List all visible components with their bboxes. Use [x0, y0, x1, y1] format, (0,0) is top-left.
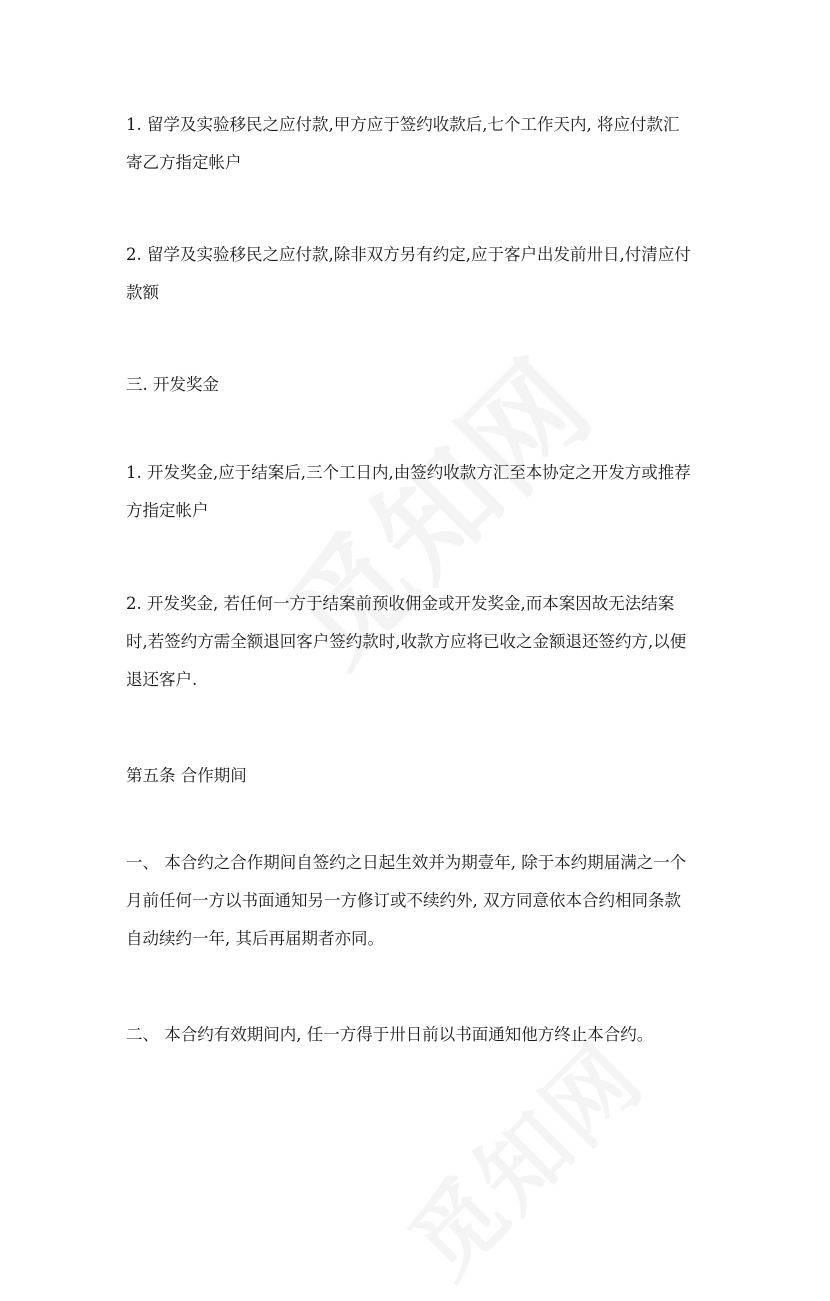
paragraph-payment-deadline: [126, 106, 716, 182]
paragraph-line: 退还客户.: [126, 670, 198, 689]
paragraph-line: 2. 留学及实验移民之应付款,除非双方另有约定,应于客户出发前卅日,付清应付: [126, 245, 691, 264]
paragraph-bonus-timing: [126, 454, 716, 530]
paragraph-line: 二、 本合约有效期间内, 任一方得于卅日前以书面通知他方终止本合约。: [126, 1025, 654, 1044]
paragraph-payment-before-departure: [126, 236, 716, 312]
section-heading-bonus: 三. 开发奖金: [126, 375, 219, 394]
paragraph-line: 自动续约一年, 其后再届期者亦同。: [126, 929, 384, 948]
paragraph-line: 2. 开发奖金, 若任何一方于结案前预收佣金或开发奖金,而本案因故无法结案: [126, 594, 675, 613]
paragraph-line: 1. 留学及实验移民之应付款,甲方应于签约收款后,七个工作天内, 将应付款汇: [126, 115, 680, 134]
article-heading-term: 第五条 合作期间: [126, 766, 247, 785]
paragraph-line: 款额: [126, 283, 159, 302]
paragraph-line: 寄乙方指定帐户: [126, 153, 242, 172]
paragraph-line: 一、 本合约之合作期间自签约之日起生效并为期壹年, 除于本约期届满之一个: [126, 853, 687, 872]
paragraph-line: 月前任何一方以书面通知另一方修订或不续约外, 双方同意依本合约相同条款: [126, 891, 681, 910]
paragraph-term-renewal: [126, 844, 716, 958]
paragraph-termination: [126, 1016, 716, 1054]
paragraph-bonus-refund: [126, 585, 716, 699]
paragraph-line: 时,若签约方需全额退回客户签约款时,收款方应将已收之金额退还签约方,以便: [126, 632, 687, 651]
paragraph-line: 1. 开发奖金,应于结案后,三个工日内,由签约收款方汇至本协定之开发方或推荐: [126, 463, 691, 482]
paragraph-line: 方指定帐户: [126, 501, 209, 520]
